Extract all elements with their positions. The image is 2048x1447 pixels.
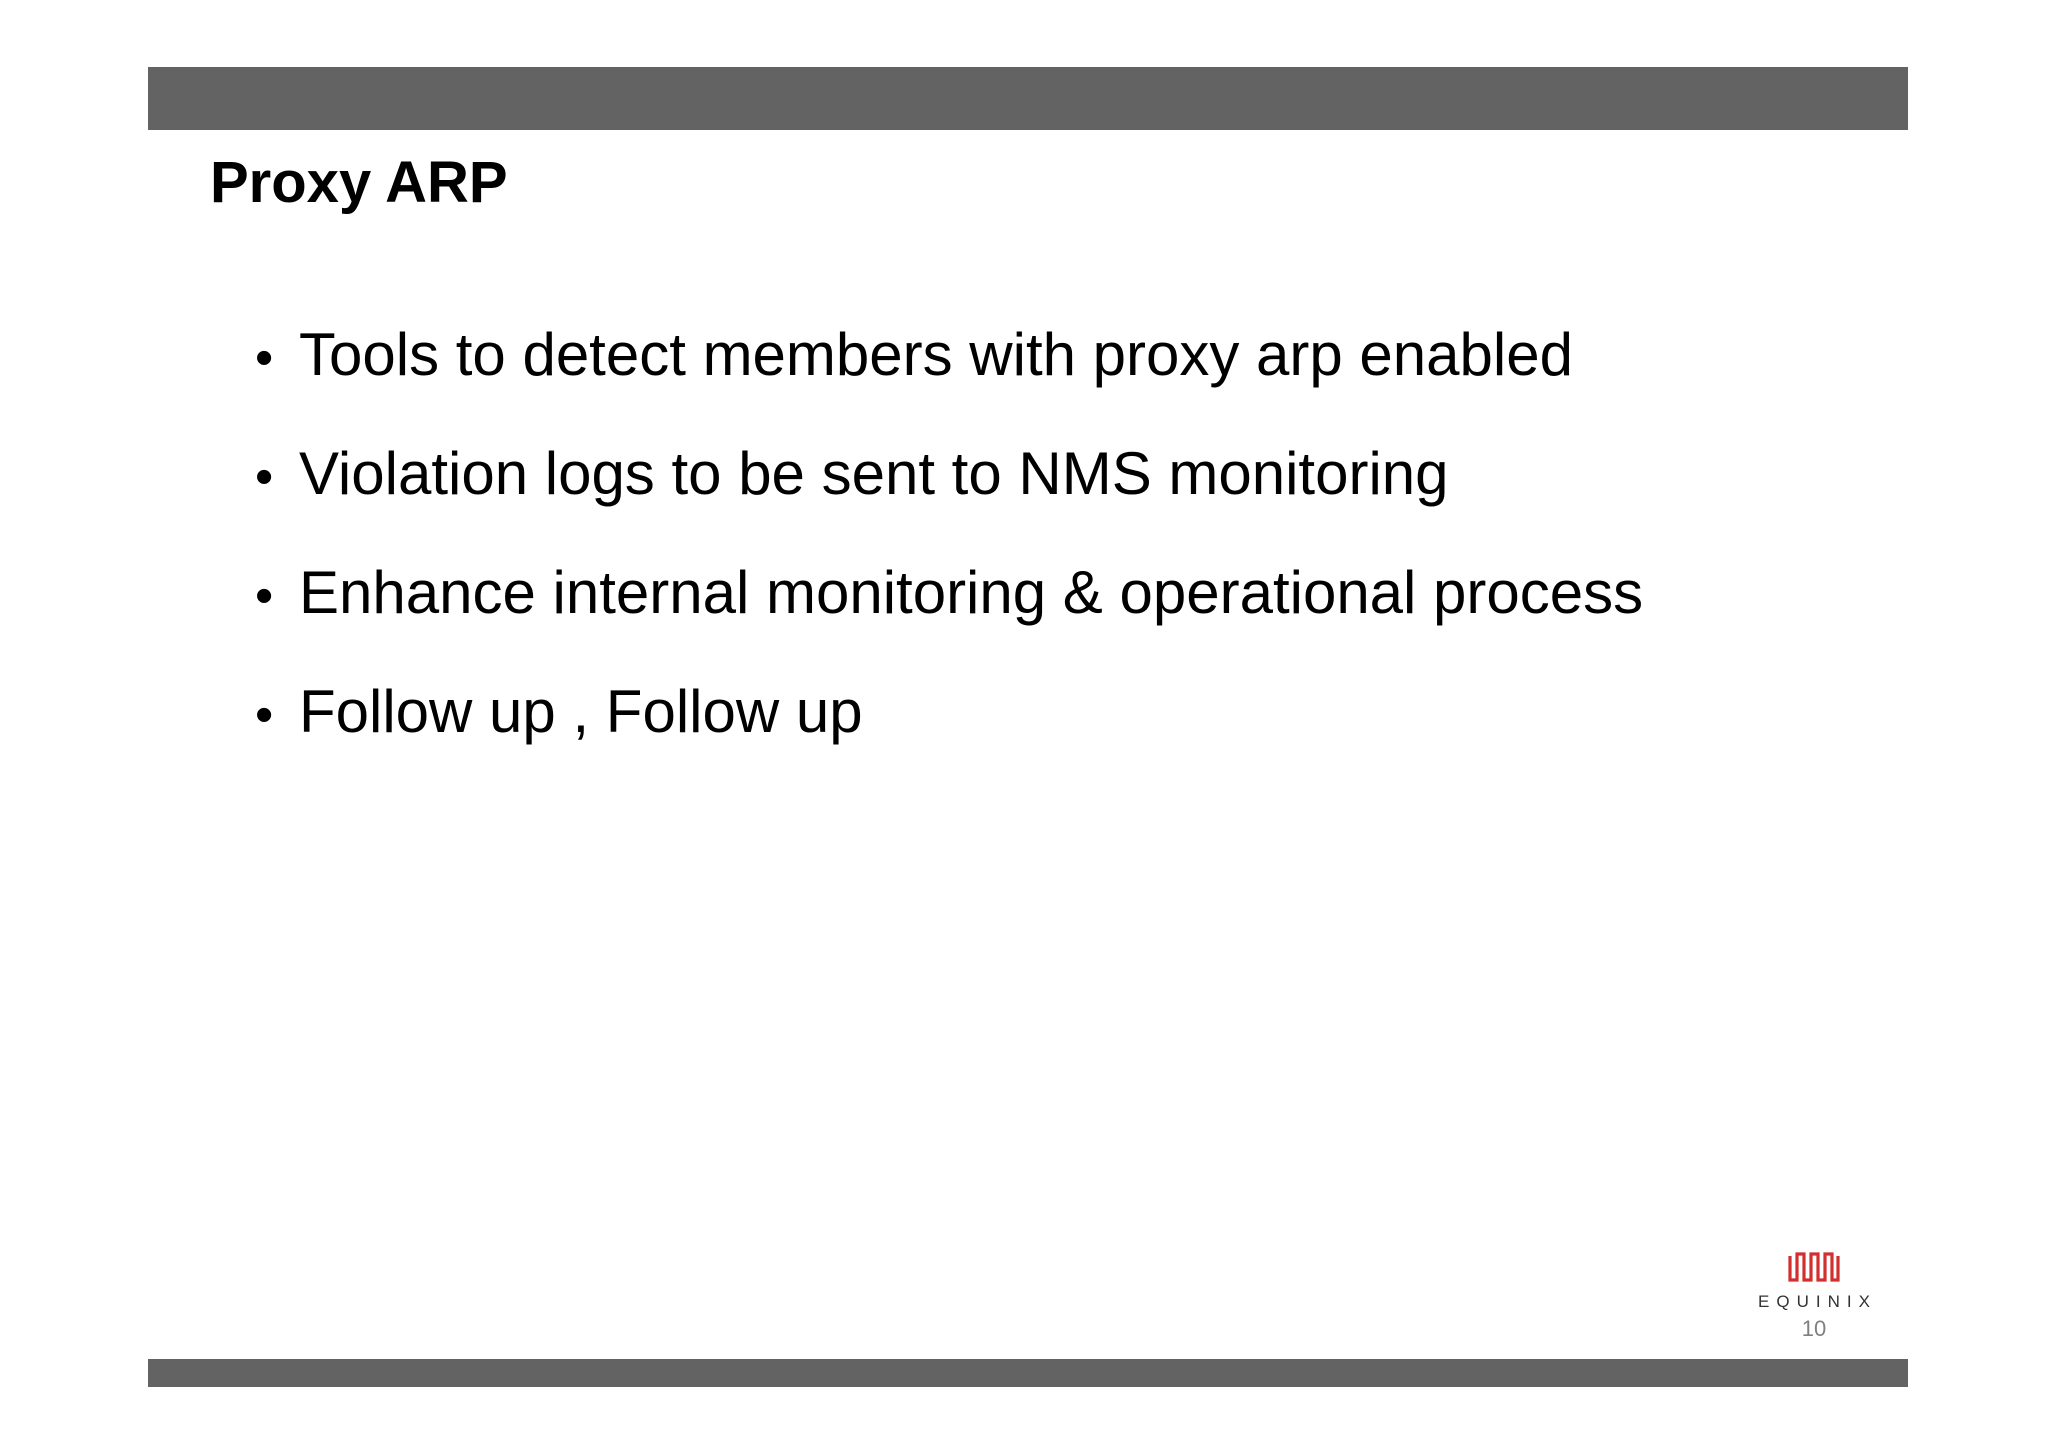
bullet-item xyxy=(255,558,1643,677)
equinix-logo-icon xyxy=(1787,1250,1841,1284)
bullet-dot-icon: • xyxy=(255,329,274,387)
slide-title: Proxy ARP xyxy=(210,150,508,215)
bullet-text: Enhance internal monitoring & operational process xyxy=(299,559,1644,626)
bullet-text: Follow up , Follow up xyxy=(299,678,863,745)
bullet-item xyxy=(255,320,1643,439)
bullet-text: Tools to detect members with proxy arp enabled xyxy=(299,321,1573,388)
bullet-text: Violation logs to be sent to NMS monitoring xyxy=(299,440,1449,507)
bullet-dot-icon: • xyxy=(255,686,274,744)
equinix-logo xyxy=(1740,1250,1888,1312)
bullet-list xyxy=(255,320,1643,796)
top-header-bar xyxy=(148,67,1908,130)
bottom-footer-bar xyxy=(148,1359,1908,1387)
page-number: 10 xyxy=(1801,1316,1827,1341)
bullet-dot-icon: • xyxy=(255,567,274,625)
logo-text: EQUINIX xyxy=(1758,1292,1877,1311)
bullet-item xyxy=(255,677,1643,796)
bullet-dot-icon: • xyxy=(255,448,274,506)
bullet-item xyxy=(255,439,1643,558)
